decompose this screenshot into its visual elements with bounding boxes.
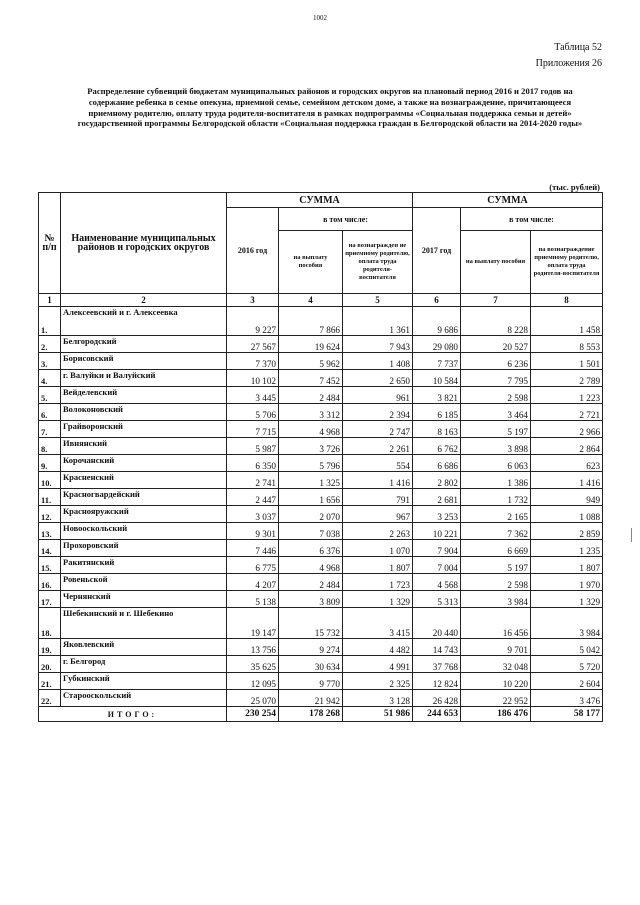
sum-2017: 3 821 <box>413 387 461 404</box>
sum-2016: 2 741 <box>227 472 279 489</box>
benefit-2016: 4 968 <box>279 557 343 574</box>
header-reward-2017: на вознаграждение приемному родителю, оплата труда родителя-воспитателя <box>531 231 603 294</box>
reward-2016: 1 723 <box>343 574 413 591</box>
benefit-2017: 6 669 <box>461 540 531 557</box>
reward-2017: 1 235 <box>531 540 603 557</box>
table-row <box>39 608 603 639</box>
row-number: 17. <box>39 591 61 608</box>
reward-2016: 967 <box>343 506 413 523</box>
table-row <box>39 523 603 540</box>
row-number: 21. <box>39 673 61 690</box>
margin-mark <box>631 528 634 542</box>
benefit-2016: 3 312 <box>279 404 343 421</box>
table-row <box>39 656 603 673</box>
total-benefit-2016: 178 268 <box>279 707 343 722</box>
benefit-2016: 30 634 <box>279 656 343 673</box>
table-row <box>39 639 603 656</box>
benefit-2016: 6 376 <box>279 540 343 557</box>
benefit-2017: 7 795 <box>461 370 531 387</box>
reward-2016: 791 <box>343 489 413 506</box>
sum-2017: 4 568 <box>413 574 461 591</box>
sum-2017: 10 584 <box>413 370 461 387</box>
benefit-2016: 5 796 <box>279 455 343 472</box>
subsidy-table <box>38 192 603 722</box>
benefit-2017: 5 197 <box>461 557 531 574</box>
col-number: 7 <box>461 294 531 307</box>
sum-2017: 3 253 <box>413 506 461 523</box>
reward-2016: 961 <box>343 387 413 404</box>
sum-2017: 9 686 <box>413 307 461 336</box>
municipality-name: Краснояружский <box>61 506 227 523</box>
reward-2017: 1 501 <box>531 353 603 370</box>
header-benefit-2016: на выплату пособия <box>279 231 343 294</box>
reward-2017: 2 864 <box>531 438 603 455</box>
table-row <box>39 307 603 336</box>
reward-2017: 3 476 <box>531 690 603 707</box>
benefit-2017: 9 701 <box>461 639 531 656</box>
benefit-2016: 2 484 <box>279 387 343 404</box>
benefit-2016: 21 942 <box>279 690 343 707</box>
sum-2016: 12 095 <box>227 673 279 690</box>
table-row <box>39 438 603 455</box>
reward-2016: 4 991 <box>343 656 413 673</box>
sum-2017: 10 221 <box>413 523 461 540</box>
sum-2017: 6 762 <box>413 438 461 455</box>
header-num: № п/п <box>39 193 61 294</box>
sum-2016: 5 706 <box>227 404 279 421</box>
total-row <box>39 707 603 722</box>
benefit-2017: 20 527 <box>461 336 531 353</box>
header-year-2017: 2017 год <box>413 208 461 294</box>
table-row <box>39 472 603 489</box>
header-sum-2016: СУММА <box>227 193 413 208</box>
sum-2017: 20 440 <box>413 608 461 639</box>
benefit-2017: 10 220 <box>461 673 531 690</box>
sum-2017: 14 743 <box>413 639 461 656</box>
sum-2017: 7 004 <box>413 557 461 574</box>
reward-2016: 1 807 <box>343 557 413 574</box>
header-including-2017: в том числе: <box>461 208 603 231</box>
reward-2017: 3 984 <box>531 608 603 639</box>
benefit-2016: 7 866 <box>279 307 343 336</box>
municipality-name: Старооскольский <box>61 690 227 707</box>
row-number: 6. <box>39 404 61 421</box>
benefit-2017: 5 197 <box>461 421 531 438</box>
reward-2017: 2 789 <box>531 370 603 387</box>
reward-2016: 1 070 <box>343 540 413 557</box>
benefit-2016: 7 038 <box>279 523 343 540</box>
sum-2016: 7 370 <box>227 353 279 370</box>
municipality-name: Алексеевский и г. Алексеевка <box>61 307 227 336</box>
sum-2016: 3 445 <box>227 387 279 404</box>
benefit-2017: 1 386 <box>461 472 531 489</box>
municipality-name: Волоконовский <box>61 404 227 421</box>
appendix-label: Приложения 26 <box>535 58 602 69</box>
sum-2016: 7 446 <box>227 540 279 557</box>
header-including-2016: в том числе: <box>279 208 413 231</box>
municipality-name: Красненский <box>61 472 227 489</box>
table-row <box>39 353 603 370</box>
row-number: 18. <box>39 608 61 639</box>
total-2017: 244 653 <box>413 707 461 722</box>
reward-2017: 1 458 <box>531 307 603 336</box>
reward-2016: 4 482 <box>343 639 413 656</box>
sum-2017: 37 768 <box>413 656 461 673</box>
units-label: (тыс. рублей) <box>549 182 600 192</box>
benefit-2017: 2 598 <box>461 387 531 404</box>
sum-2016: 27 567 <box>227 336 279 353</box>
municipality-name: Вейделевский <box>61 387 227 404</box>
header-benefit-2017: на выплату пособия <box>461 231 531 294</box>
reward-2017: 623 <box>531 455 603 472</box>
benefit-2016: 3 726 <box>279 438 343 455</box>
sum-2017: 5 313 <box>413 591 461 608</box>
sum-2016: 6 775 <box>227 557 279 574</box>
benefit-2017: 32 048 <box>461 656 531 673</box>
municipality-name: Губкинский <box>61 673 227 690</box>
benefit-2016: 15 732 <box>279 608 343 639</box>
reward-2017: 2 721 <box>531 404 603 421</box>
reward-2017: 2 966 <box>531 421 603 438</box>
benefit-2017: 6 236 <box>461 353 531 370</box>
total-benefit-2017: 186 476 <box>461 707 531 722</box>
table-row <box>39 506 603 523</box>
table-row <box>39 673 603 690</box>
table-body <box>39 307 603 707</box>
benefit-2016: 3 809 <box>279 591 343 608</box>
row-number: 3. <box>39 353 61 370</box>
reward-2016: 3 128 <box>343 690 413 707</box>
sum-2017: 6 185 <box>413 404 461 421</box>
row-number: 7. <box>39 421 61 438</box>
municipality-name: Шебекинский и г. Шебекино <box>61 608 227 639</box>
sum-2017: 2 802 <box>413 472 461 489</box>
header-reward-2016: на вознагражден ие приемному родителю, оплата труда родителя-воспитателя <box>343 231 413 294</box>
col-number: 4 <box>279 294 343 307</box>
municipality-name: Ракитянский <box>61 557 227 574</box>
reward-2017: 1 807 <box>531 557 603 574</box>
row-number: 16. <box>39 574 61 591</box>
header-year-2016: 2016 год <box>227 208 279 294</box>
municipality-name: г. Валуйки и Валуйский <box>61 370 227 387</box>
reward-2017: 8 553 <box>531 336 603 353</box>
sum-2016: 4 207 <box>227 574 279 591</box>
municipality-name: Прохоровский <box>61 540 227 557</box>
table-row <box>39 455 603 472</box>
reward-2017: 1 329 <box>531 591 603 608</box>
reward-2016: 2 650 <box>343 370 413 387</box>
total-2016: 230 254 <box>227 707 279 722</box>
municipality-name: Чернянский <box>61 591 227 608</box>
municipality-name: Ровеньской <box>61 574 227 591</box>
table-row <box>39 489 603 506</box>
table-row <box>39 404 603 421</box>
benefit-2017: 3 464 <box>461 404 531 421</box>
total-reward-2016: 51 986 <box>343 707 413 722</box>
row-number: 19. <box>39 639 61 656</box>
reward-2016: 2 261 <box>343 438 413 455</box>
row-number: 9. <box>39 455 61 472</box>
sum-2017: 7 904 <box>413 540 461 557</box>
reward-2016: 2 394 <box>343 404 413 421</box>
row-number: 13. <box>39 523 61 540</box>
municipality-name: Корочанский <box>61 455 227 472</box>
sum-2017: 8 163 <box>413 421 461 438</box>
sum-2016: 13 756 <box>227 639 279 656</box>
benefit-2016: 1 325 <box>279 472 343 489</box>
benefit-2017: 1 732 <box>461 489 531 506</box>
reward-2017: 5 042 <box>531 639 603 656</box>
row-number: 1. <box>39 307 61 336</box>
municipality-name: Новооскольский <box>61 523 227 540</box>
municipality-name: Ивнянский <box>61 438 227 455</box>
row-number: 22. <box>39 690 61 707</box>
col-number: 2 <box>61 294 227 307</box>
table-row <box>39 574 603 591</box>
sum-2016: 9 227 <box>227 307 279 336</box>
benefit-2017: 3 984 <box>461 591 531 608</box>
table-row <box>39 336 603 353</box>
row-number: 20. <box>39 656 61 673</box>
benefit-2016: 9 770 <box>279 673 343 690</box>
col-number: 6 <box>413 294 461 307</box>
benefit-2016: 1 656 <box>279 489 343 506</box>
sum-2017: 12 824 <box>413 673 461 690</box>
row-number: 8. <box>39 438 61 455</box>
sum-2016: 19 147 <box>227 608 279 639</box>
reward-2017: 949 <box>531 489 603 506</box>
total-label: ИТОГО: <box>39 707 227 722</box>
benefit-2017: 8 228 <box>461 307 531 336</box>
reward-2017: 1 416 <box>531 472 603 489</box>
benefit-2016: 7 452 <box>279 370 343 387</box>
row-number: 14. <box>39 540 61 557</box>
table-row <box>39 421 603 438</box>
table-row <box>39 690 603 707</box>
reward-2016: 2 747 <box>343 421 413 438</box>
row-number: 12. <box>39 506 61 523</box>
reward-2016: 7 943 <box>343 336 413 353</box>
table-row <box>39 557 603 574</box>
sum-2016: 2 447 <box>227 489 279 506</box>
header-sum-2017: СУММА <box>413 193 603 208</box>
benefit-2016: 5 962 <box>279 353 343 370</box>
municipality-name: Яковлевский <box>61 639 227 656</box>
sum-2016: 5 987 <box>227 438 279 455</box>
sum-2017: 29 080 <box>413 336 461 353</box>
reward-2016: 1 329 <box>343 591 413 608</box>
benefit-2017: 6 063 <box>461 455 531 472</box>
sum-2017: 26 428 <box>413 690 461 707</box>
reward-2016: 1 361 <box>343 307 413 336</box>
sum-2017: 7 737 <box>413 353 461 370</box>
header-name: Наименование муниципальных районов и городских округов <box>61 193 227 294</box>
benefit-2017: 2 165 <box>461 506 531 523</box>
reward-2017: 1 223 <box>531 387 603 404</box>
col-number: 5 <box>343 294 413 307</box>
sum-2016: 7 715 <box>227 421 279 438</box>
row-number: 11. <box>39 489 61 506</box>
row-number: 4. <box>39 370 61 387</box>
sum-2017: 6 686 <box>413 455 461 472</box>
reward-2017: 5 720 <box>531 656 603 673</box>
municipality-name: Борисовский <box>61 353 227 370</box>
benefit-2017: 22 952 <box>461 690 531 707</box>
reward-2016: 3 415 <box>343 608 413 639</box>
sum-2016: 3 037 <box>227 506 279 523</box>
table-row <box>39 370 603 387</box>
col-number: 3 <box>227 294 279 307</box>
document-title: Распределение субвенций бюджетам муниципальных районов и городских округов на плановый период 2016 и 2017 годов на содержание ребенка в семье опекуна, приемной семье, семейном детском доме, а также на вознаграждение, причитающееся приемному родителю, оплату труда родителя-воспитателя в рамках подпрограммы «Социальная поддержка семьи и детей» государственной программы Белгородской области «Социальная поддержка граждан в Белгородской области на 2014-2020 годы» <box>77 86 583 129</box>
table-row <box>39 540 603 557</box>
total-reward-2017: 58 177 <box>531 707 603 722</box>
row-number: 5. <box>39 387 61 404</box>
benefit-2016: 2 070 <box>279 506 343 523</box>
benefit-2017: 7 362 <box>461 523 531 540</box>
benefit-2016: 2 484 <box>279 574 343 591</box>
col-number: 8 <box>531 294 603 307</box>
sum-2016: 9 301 <box>227 523 279 540</box>
sum-2017: 2 681 <box>413 489 461 506</box>
reward-2017: 2 859 <box>531 523 603 540</box>
column-numbers-row <box>39 294 603 307</box>
benefit-2017: 16 456 <box>461 608 531 639</box>
sum-2016: 6 350 <box>227 455 279 472</box>
benefit-2016: 19 624 <box>279 336 343 353</box>
reward-2016: 1 416 <box>343 472 413 489</box>
row-number: 10. <box>39 472 61 489</box>
page-number: 1002 <box>313 14 327 22</box>
reward-2016: 2 263 <box>343 523 413 540</box>
reward-2016: 554 <box>343 455 413 472</box>
municipality-name: Белгородский <box>61 336 227 353</box>
col-number: 1 <box>39 294 61 307</box>
sum-2016: 10 102 <box>227 370 279 387</box>
benefit-2016: 9 274 <box>279 639 343 656</box>
reward-2017: 1 970 <box>531 574 603 591</box>
municipality-name: Грайворонский <box>61 421 227 438</box>
reward-2017: 1 088 <box>531 506 603 523</box>
benefit-2017: 2 598 <box>461 574 531 591</box>
row-number: 15. <box>39 557 61 574</box>
benefit-2016: 4 968 <box>279 421 343 438</box>
sum-2016: 5 138 <box>227 591 279 608</box>
reward-2016: 2 325 <box>343 673 413 690</box>
municipality-name: Красногвардейский <box>61 489 227 506</box>
table-row <box>39 591 603 608</box>
sum-2016: 25 070 <box>227 690 279 707</box>
benefit-2017: 3 898 <box>461 438 531 455</box>
sum-2016: 35 625 <box>227 656 279 673</box>
table-label: Таблица 52 <box>554 42 602 53</box>
municipality-name: г. Белгород <box>61 656 227 673</box>
table-row <box>39 387 603 404</box>
reward-2017: 2 604 <box>531 673 603 690</box>
row-number: 2. <box>39 336 61 353</box>
reward-2016: 1 408 <box>343 353 413 370</box>
